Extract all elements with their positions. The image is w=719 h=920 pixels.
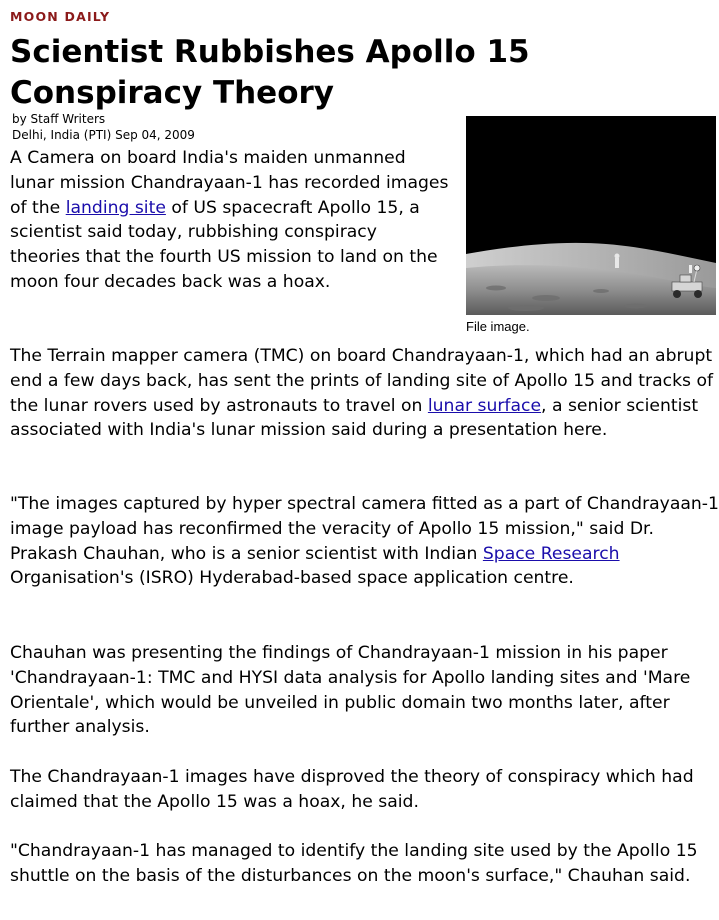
paragraph-2-text-b: , a senior scientist associated with India's lunar mission said during a presentation here. xyxy=(10,395,699,441)
paragraph-3 xyxy=(10,492,719,591)
paragraph-4: Chauhan was presenting the findings of Chandrayaan-1 mission in his paper 'Chandrayaan-1: TMC and HYSI data analysis for Apollo landing sites and 'Mare Orientale', which would be unveiled in public domain two months later, after further analysis. xyxy=(10,643,691,738)
article-figure xyxy=(466,116,716,335)
headline: Scientist Rubbishes Apollo 15 Conspiracy Theory xyxy=(10,34,530,111)
paragraph-6: "Chandrayaan-1 has managed to identify the landing site used by the Apollo 15 shuttle on the basis of the disturbances on the moon's surface," Chauhan said. xyxy=(10,841,698,886)
lunar-surface-link[interactable]: lunar surface xyxy=(427,395,542,416)
paragraph-2-text-a: The Terrain mapper camera (TMC) on board Chandrayaan-1, which had an abrupt end a few days back, has sent the prints of landing site of Apollo 15 and tracks of the lunar rovers used by astronauts to travel on xyxy=(10,346,714,416)
byline: by Staff Writers xyxy=(12,112,106,126)
landing-site-link[interactable]: landing site xyxy=(65,197,166,218)
dateline: Delhi, India (PTI) Sep 04, 2009 xyxy=(12,128,195,142)
paragraph-1-text-b: of US spacecraft Apollo 15, a scientist said today, rubbishing conspiracy theories that the fourth US mission to land on the moon four decades back was a hoax. xyxy=(10,197,438,292)
space-research-link[interactable]: Space Research xyxy=(482,543,620,564)
paragraph-1 xyxy=(10,146,450,295)
paragraph-3-text-b: Organisation's (ISRO) Hyderabad-based space application centre. xyxy=(10,568,574,589)
lunar-surface-photo[interactable] xyxy=(466,116,716,315)
paragraph-2 xyxy=(10,344,719,443)
figure-caption: File image. xyxy=(466,319,530,334)
section-label[interactable]: MOON DAILY xyxy=(10,9,111,24)
paragraph-1-text-a: A Camera on board India's maiden unmanned lunar mission Chandrayaan-1 has recorded images of the xyxy=(10,148,449,218)
paragraph-5: The Chandrayaan-1 images have disproved the theory of conspiracy which had claimed that the Apollo 15 was a hoax, he said. xyxy=(10,767,694,812)
paragraph-3-text-a: "The images captured by hyper spectral camera fitted as a part of Chandrayaan-1 image payload has reconfirmed the veracity of Apollo 15 mission," said Dr. Prakash Chauhan, who is a senior scientist with Indian xyxy=(10,494,719,564)
